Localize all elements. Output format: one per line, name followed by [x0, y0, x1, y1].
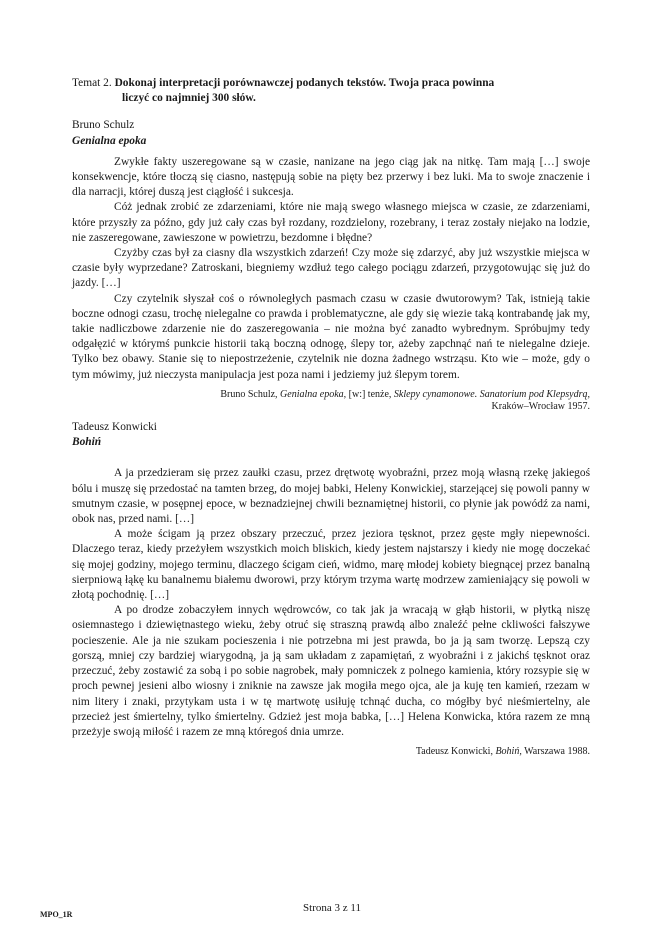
- text1-source-mid: [w:] tenże,: [346, 388, 394, 400]
- task-heading: [72, 76, 590, 106]
- text1-source-prefix: Bruno Schulz,: [220, 388, 281, 400]
- text1-source-title: Genialna epoka,: [280, 388, 347, 400]
- text1-source-book: Sklepy cynamonowe. Sanatorium pod Klepsydrą,: [393, 388, 590, 400]
- text1-paragraph: Zwykłe fakty uszeregowane są w czasie, nanizane na jego ciąg jak na nitkę. Tam mają […] swoje konsekwencje, które tłoczą się ciasno, następują sobie na pięty bez przerwy i bez luki. Ma to swoje znaczenie i dla narracji, której duszą jest ciągłość i sukcesja.: [72, 155, 590, 199]
- text2-author: Tadeusz Konwicki: [72, 421, 157, 434]
- text1-paragraph: Cóż jednak zrobić ze zdarzeniami, które nie mają swego własnego miejsca w czasie, ze zdarzeniami, które przyszły za późno, gdy już cały czas był rozdany, rozdzielony, rozebrany, i teraz zostały niejako na lodzie, nie zaszeregowane, zawieszone w powietrzu, bezdomne i błędne?: [72, 201, 590, 244]
- text2-title: Bohiń: [72, 436, 102, 449]
- page-number: Strona 3 z 11: [303, 902, 361, 914]
- task-instruction: Dokonaj interpretacji porównawczej podanych tekstów. Twoja praca powinna: [114, 77, 495, 89]
- text2-paragraph: A po drodze zobaczyłem innych wędrowców, co tak jak ja wracają w głąb historii, w płytką niszę osiemnastego i dziewiętnastego wieku, żeby otruć się straszną prawdą albo znaleźć pełne ckliwości fałszywe pocieszenie. Ale ja nie szukam pocieszenia i nie potrzebna mi jest prawda, bo ja ją sam tworzę. Lepszą czy gorszą, mniej czy bardziej wiarygodną, ja ją sam układam z zapamiętań, z wyobraźni i z jakichś tęsknot oraz przeczuć, żeby zostawić za sobą i po sobie nagrobek, mały pomniczek z polnego kamienia, który rozsypie się w proch pewnej jesieni albo wiosny i zniknie na zawsze jak mogiła mego ojca, ale ja kuję ten kamień, rzezam w nim litery i znaki, przytykam usta i w tę martwotę usiłuję tchnąć ducha, co mógłby być nieśmiertelny, ale przecież jest śmiertelny, tylko śmiertelny. Gdzież jest moja babka, […] Helena Konwicka, która razem ze mną przeżyje swoją miłość i razem ze mną któregoś dnia umrze.: [72, 604, 590, 738]
- text1-author: Bruno Schulz: [72, 119, 135, 132]
- text2-paragraph: A może ścigam ją przez obszary przeczuć, przez jeziora tęsknot, przez gęste mgły niepewności. Dlaczego teraz, kiedy przeżyłem wszystkich moich bliskich, kiedy jestem najstarszy i kiedy nie mogę doczekać się mojej godziny, mojego terminu, dlaczego ścigam cień, widmo, marę młodej kobiety biegnącej przez banalną sierpniową łąkę ku banalnemu białemu dworowi, przy którym trzyma wartę modrzew zamieniający się powoli w złotą pochodnię. […]: [72, 528, 590, 602]
- text2-source: [72, 746, 590, 759]
- exam-page-content: [72, 76, 590, 765]
- text2-source-prefix: Tadeusz Konwicki,: [415, 746, 496, 758]
- text2-source-suffix: Warszawa 1988.: [521, 746, 590, 758]
- task-number: Temat 2.: [72, 77, 112, 89]
- text1-paragraph: Czyżby czas był za ciasny dla wszystkich zdarzeń! Czy może się zdarzyć, aby już wszystkie miejsca w czasie były wyprzedane? Zatroskani, biegniemy wzdłuż tego całego pociągu zdarzeń, przygotowując się już do jazdy. […]: [72, 247, 590, 290]
- text1-paragraph: Czy czytelnik słyszał coś o równoległych pasmach czasu w czasie dwutorowym? Tak, istnieją takie boczne odnogi czasu, trochę nielegalne co prawda i problematyczne, ale gdy się wiezie taką kontrabandę jak my, takie nadliczbowe zdarzenie nie do zaszeregowania – nie można być zanadto wybrednym. Spróbujmy tedy odgałęzić w którymś punkcie historii taką boczną odnogę, ślepy tor, ażeby zapchnąć nań te nielegalne dzieje. Tylko bez obawy. Stanie się to niepostrzeżenie, czytelnik nie dozna żadnego wstrząsu. Kto wie – może, gdy o tym mówimy, już nieczysta manipulacja jest poza nami i jedziemy już ślepym torem.: [72, 292, 590, 381]
- text1-source-place: Kraków–Wrocław 1957.: [491, 401, 590, 413]
- text2-source-title: Bohiń,: [495, 746, 522, 758]
- text2-paragraph: A ja przedzieram się przez zaułki czasu, przez drętwotę wyobraźni, przez moją własną rzekę jakiegoś bólu i muszę się przedostać na tamten brzeg, do mojej babki, Heleny Konwickiej, starzejącej się powoli panny w smutnym czasie, w posępnej epoce, w beznadziejnej chwili beznamiętnej historii, co płynie jak powódź za nami, obok nas, przed nami. […]: [72, 467, 590, 526]
- text1-title: Genialna epoka: [72, 134, 147, 147]
- text1-source: [72, 389, 590, 414]
- exam-code: MPO_1R: [40, 910, 73, 919]
- task-instruction-continued: liczyć co najmniej 300 słów.: [122, 92, 256, 105]
